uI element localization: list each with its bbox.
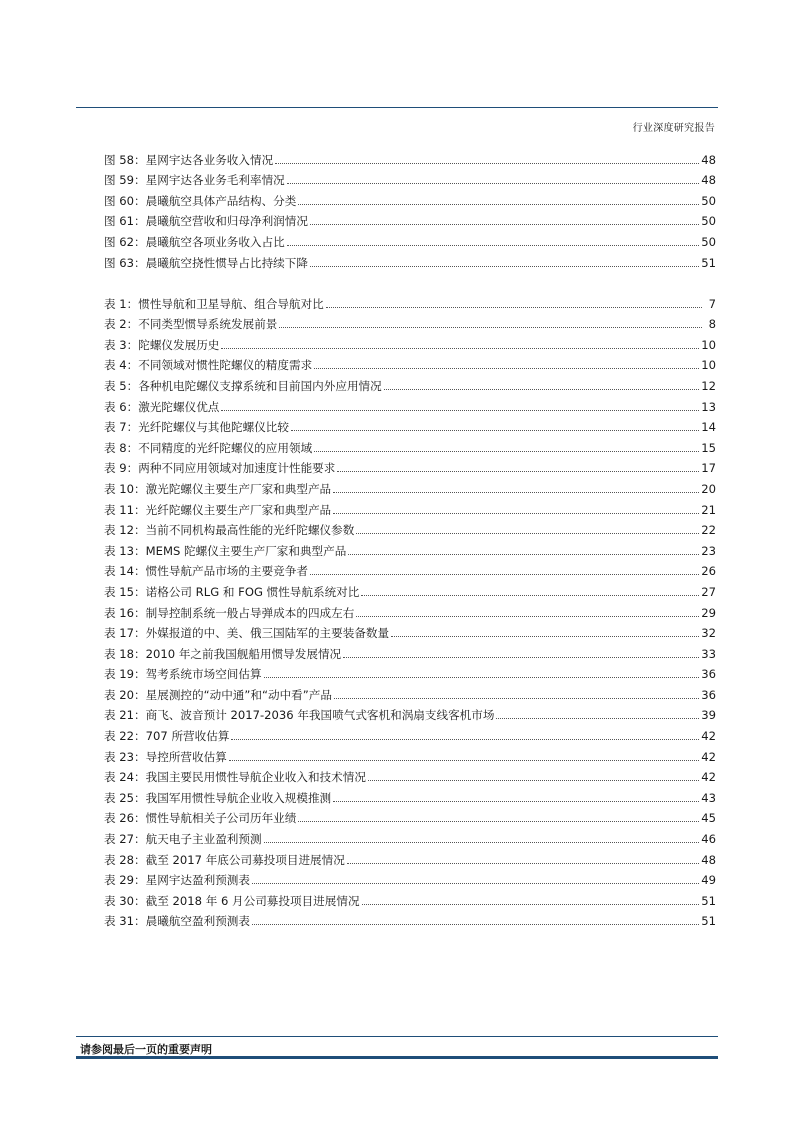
toc-entry-label: 表 30：截至 2018 年 6 月公司募投项目进展情况	[104, 893, 360, 908]
toc-page-number: 50	[701, 193, 716, 208]
toc-entry-label: 表 25：我国军用惯性导航企业收入规模推测	[104, 790, 332, 805]
dotted-leader	[348, 554, 699, 555]
dotted-leader	[361, 595, 699, 596]
toc-page-number: 12	[701, 378, 716, 393]
toc-page-number: 10	[701, 337, 716, 352]
toc-entry-label: 表 21：商飞、波音预计 2017-2036 年我国喷气式客机和涡扇支线客机市场	[104, 708, 495, 723]
toc-entry-label: 表 8：不同精度的光纤陀螺仪的应用领域	[104, 440, 313, 455]
dotted-leader	[298, 821, 699, 822]
dotted-leader	[264, 842, 700, 843]
toc-page-number: 39	[701, 708, 716, 723]
toc-page-number: 36	[701, 687, 716, 702]
table-toc-entry[interactable]	[104, 765, 716, 786]
dotted-leader	[333, 492, 699, 493]
dotted-leader	[384, 389, 700, 390]
toc-page-number: 51	[701, 914, 716, 929]
toc-page-number: 48	[701, 852, 716, 867]
toc-page-number: 51	[701, 893, 716, 908]
toc-page-number: 10	[701, 358, 716, 373]
toc-entry-label: 表 22：707 所营收估算	[104, 729, 230, 744]
dotted-leader	[287, 183, 699, 184]
dotted-leader	[287, 245, 699, 246]
toc-page-number: 42	[701, 770, 716, 785]
figure-toc-entry[interactable]	[104, 250, 716, 271]
toc-entry-label: 表 18：2010 年之前我国舰船用惯导发展情况	[104, 646, 342, 661]
toc-page-number: 15	[701, 440, 716, 455]
table-toc-entry[interactable]	[104, 600, 716, 621]
toc-entry-label: 表 1：惯性导航和卫星导航、组合导航对比	[104, 296, 324, 311]
dotted-leader	[337, 471, 699, 472]
dotted-leader	[333, 801, 699, 802]
figure-toc-entry[interactable]	[104, 147, 716, 168]
table-toc-entry[interactable]	[104, 806, 716, 827]
dotted-leader	[310, 224, 699, 225]
toc-page-number: 43	[701, 790, 716, 805]
figure-toc-entry[interactable]	[104, 168, 716, 189]
toc-page-number: 48	[701, 152, 716, 167]
toc-entry-label: 表 24：我国主要民用惯性导航企业收入和技术情况	[104, 770, 366, 785]
toc-entry-label: 表 16：制导控制系统一般占导弹成本的四成左右	[104, 605, 355, 620]
toc-entry-label: 图 60：晨曦航空具体产品结构、分类	[104, 193, 297, 208]
toc-entry-label: 表 29：星网宇达盈利预测表	[104, 873, 250, 888]
toc-page-number: 23	[701, 543, 716, 558]
toc-entry-label: 图 58：星网宇达各业务收入情况	[104, 152, 274, 167]
toc-entry-label: 表 15：诺格公司 RLG 和 FOG 惯性导航系统对比	[104, 584, 360, 599]
toc-entry-label: 表 4：不同领域对惯性陀螺仪的精度需求	[104, 358, 313, 373]
dotted-leader	[310, 574, 699, 575]
toc-entry-label: 表 13：MEMS 陀螺仪主要生产厂家和典型产品	[104, 543, 347, 558]
table-toc-entry[interactable]	[104, 476, 716, 497]
footer-rule-thick	[76, 1056, 718, 1059]
dotted-leader	[368, 780, 699, 781]
toc-entry-label: 表 10：激光陀螺仪主要生产厂家和典型产品	[104, 481, 332, 496]
dotted-leader	[314, 451, 699, 452]
dotted-leader	[252, 883, 699, 884]
toc-entry-label: 表 2：不同类型惯导系统发展前景	[104, 317, 278, 332]
toc-page-number: 20	[701, 481, 716, 496]
dotted-leader	[252, 924, 699, 925]
table-toc-entry[interactable]	[104, 559, 716, 580]
dotted-leader	[391, 636, 699, 637]
figure-toc-entry[interactable]	[104, 229, 716, 250]
dotted-leader	[291, 430, 699, 431]
toc-page-number: 48	[701, 173, 716, 188]
toc-entry-label: 表 31：晨曦航空盈利预测表	[104, 914, 250, 929]
toc-entry-label: 表 12：当前不同机构最高性能的光纤陀螺仪参数	[104, 523, 355, 538]
toc-page-number: 49	[701, 873, 716, 888]
dotted-leader	[334, 698, 699, 699]
toc-entry-label: 表 3：陀螺仪发展历史	[104, 337, 220, 352]
table-toc-entry[interactable]	[104, 641, 716, 662]
table-toc-entry[interactable]	[104, 785, 716, 806]
toc-page-number: 36	[701, 667, 716, 682]
table-toc-entry[interactable]	[104, 435, 716, 456]
table-toc-entry[interactable]	[104, 847, 716, 868]
dotted-leader	[314, 368, 699, 369]
table-toc-entry[interactable]	[104, 826, 716, 847]
table-toc-entry[interactable]	[104, 312, 716, 333]
dotted-leader	[231, 739, 699, 740]
table-toc-entry[interactable]	[104, 538, 716, 559]
dotted-leader	[275, 163, 699, 164]
figure-toc-entry[interactable]	[104, 209, 716, 230]
dotted-leader	[496, 718, 699, 719]
toc-page-number: 22	[701, 523, 716, 538]
toc-page-number: 51	[701, 255, 716, 270]
table-toc-entry[interactable]	[104, 373, 716, 394]
table-toc-entry[interactable]	[104, 518, 716, 539]
dotted-leader	[343, 657, 699, 658]
toc-page-number: 13	[701, 399, 716, 414]
dotted-leader	[264, 677, 700, 678]
dotted-leader	[229, 760, 699, 761]
table-toc-entry[interactable]	[104, 662, 716, 683]
table-toc-entry[interactable]	[104, 291, 716, 312]
toc-entry-label: 表 5：各种机电陀螺仪支撑系统和目前国内外应用情况	[104, 378, 382, 393]
toc-page-number: 46	[701, 832, 716, 847]
toc-entry-label: 图 59：星网宇达各业务毛利率情况	[104, 173, 285, 188]
figure-toc-entry[interactable]	[104, 188, 716, 209]
figure-index-list	[104, 147, 716, 271]
table-toc-entry[interactable]	[104, 909, 716, 930]
toc-page-number: 8	[708, 317, 716, 332]
table-toc-entry[interactable]	[104, 682, 716, 703]
dotted-leader	[298, 204, 699, 205]
toc-page-number: 42	[701, 729, 716, 744]
toc-page-number: 32	[701, 626, 716, 641]
table-toc-entry[interactable]	[104, 621, 716, 642]
header-rule	[76, 107, 718, 108]
toc-page-number: 27	[701, 584, 716, 599]
toc-page-number: 14	[701, 420, 716, 435]
dotted-leader	[310, 266, 699, 267]
toc-page-number: 7	[708, 296, 716, 311]
toc-entry-label: 表 14：惯性导航产品市场的主要竞争者	[104, 564, 308, 579]
toc-entry-label: 表 6：激光陀螺仪优点	[104, 399, 220, 414]
table-toc-entry[interactable]	[104, 723, 716, 744]
dotted-leader	[326, 307, 702, 308]
table-toc-entry[interactable]	[104, 744, 716, 765]
toc-entry-label: 图 63：晨曦航空挠性惯导占比持续下降	[104, 255, 308, 270]
table-toc-entry[interactable]	[104, 415, 716, 436]
toc-page-number: 50	[701, 214, 716, 229]
dotted-leader	[221, 348, 699, 349]
toc-page-number: 26	[701, 564, 716, 579]
dotted-leader	[356, 533, 699, 534]
toc-entry-label: 表 26：惯性导航相关子公司历年业绩	[104, 811, 297, 826]
table-toc-entry[interactable]	[104, 497, 716, 518]
table-toc-entry[interactable]	[104, 456, 716, 477]
toc-page-number: 33	[701, 646, 716, 661]
toc-entry-label: 表 27：航天电子主业盈利预测	[104, 832, 262, 847]
toc-entry-label: 表 19：驾考系统市场空间估算	[104, 667, 262, 682]
table-toc-entry[interactable]	[104, 703, 716, 724]
toc-entry-label: 表 9：两种不同应用领域对加速度计性能要求	[104, 461, 336, 476]
table-toc-entry[interactable]	[104, 868, 716, 889]
dotted-leader	[356, 616, 699, 617]
toc-page-number: 21	[701, 502, 716, 517]
toc-entry-label: 表 11：光纤陀螺仪主要生产厂家和典型产品	[104, 502, 332, 517]
toc-entry-label: 图 62：晨曦航空各项业务收入占比	[104, 234, 285, 249]
table-toc-entry[interactable]	[104, 332, 716, 353]
table-index-list	[104, 291, 716, 929]
toc-page-number: 29	[701, 605, 716, 620]
dotted-leader	[347, 863, 699, 864]
toc-entry-label: 表 23：导控所营收估算	[104, 749, 227, 764]
footer-disclaimer: 请参阅最后一页的重要声明	[80, 1043, 212, 1056]
table-toc-entry[interactable]	[104, 394, 716, 415]
toc-entry-label: 表 28：截至 2017 年底公司募投项目进展情况	[104, 852, 345, 867]
toc-page-number: 50	[701, 234, 716, 249]
toc-page-number: 17	[701, 461, 716, 476]
toc-entry-label: 表 17：外媒报道的中、美、俄三国陆军的主要装备数量	[104, 626, 390, 641]
dotted-leader	[333, 513, 699, 514]
dotted-leader	[362, 904, 700, 905]
toc-entry-label: 表 7：光纤陀螺仪与其他陀螺仪比较	[104, 420, 289, 435]
toc-entry-label: 图 61：晨曦航空营收和归母净利润情况	[104, 214, 308, 229]
table-toc-entry[interactable]	[104, 579, 716, 600]
dotted-leader	[221, 410, 699, 411]
toc-page-number: 45	[701, 811, 716, 826]
footer-rule	[76, 1036, 718, 1037]
report-type-title: 行业深度研究报告	[632, 123, 715, 134]
toc-page-number: 42	[701, 749, 716, 764]
dotted-leader	[279, 327, 702, 328]
table-toc-entry[interactable]	[104, 888, 716, 909]
table-toc-entry[interactable]	[104, 353, 716, 374]
toc-entry-label: 表 20：星展测控的“动中通”和“动中看”产品	[104, 687, 332, 702]
